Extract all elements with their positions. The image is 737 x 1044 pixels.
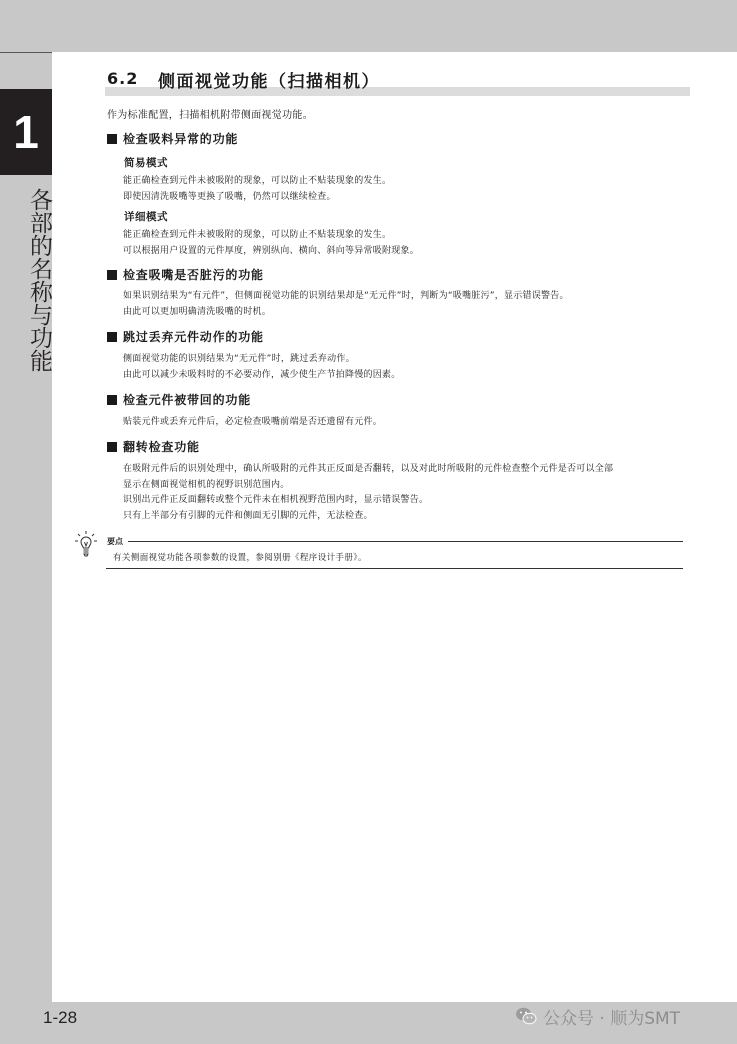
feature-heading: 检查吸嘴是否脏污的功能 [107,266,264,283]
body-line: 在吸附元件后的识别处理中，确认所吸附的元件其正反面是否翻转，以及对此时所吸附的元件检查整个元件是否可以全部 [123,464,614,474]
body-paragraph [123,228,419,259]
wechat-icon [515,1006,537,1026]
note-divider-bottom [106,568,683,569]
body-line: 能正确检查到元件未被吸附的现象，可以防止不贴装现象的发生。 [123,230,392,240]
body-paragraph [123,174,391,205]
mode-heading: 详细模式 [124,211,168,223]
note-label: 要点 [107,537,123,546]
body-line: 识别出元件正反面翻转或整个元件未在相机视野范围内时，显示错误警告。 [123,495,429,505]
body-line: 只有上半部分有引脚的元件和侧面无引脚的元件，无法检查。 [123,510,373,521]
note-divider-top [128,541,683,542]
section-title: 侧面视觉功能（扫描相机） [158,72,380,92]
feature-heading: 检查元件被带回的功能 [107,391,251,408]
intro-text: 作为标准配置，扫描相机附带侧面视觉功能。 [107,110,313,121]
feature-heading: 翻转检查功能 [107,438,200,455]
body-paragraph [123,352,401,383]
body-line: 贴装元件或丢弃元件后，必定检查吸嘴前端是否还遗留有元件。 [123,417,383,427]
body-line: 如果识别结果为“有元件”，但侧面视觉功能的识别结果却是“无元件”时，判断为“吸嘴脏污”，显示错误警告。 [123,291,569,301]
body-line: 由此可以减少未吸料时的不必要动作，减少使生产节拍降慢的因素。 [123,369,401,380]
body-line: 可以根据用户设置的元件厚度，辨别纵向、横向、斜向等异常吸附现象。 [123,245,420,256]
chapter-number-tab [0,89,52,175]
body-line: 显示在侧面视觉相机的视野识别范围内。 [123,479,290,490]
body-paragraph [123,415,382,431]
body-line: 由此可以更加明确清洗吸嘴的时机。 [123,306,272,317]
feature-heading: 检查吸料异常的功能 [107,130,238,147]
mode-heading: 简易模式 [124,157,168,169]
feature-heading: 跳过丢弃元件动作的功能 [107,328,264,345]
body-paragraph [123,462,613,524]
square-bullet-icon [107,270,117,280]
lightbulb-icon [73,530,99,558]
chapter-number: 1 [13,106,39,158]
square-bullet-icon [107,442,117,452]
section-heading [105,66,690,96]
page-number: 1-28 [43,1008,78,1027]
chapter-title-text: 各部的名称与功能 [26,188,52,372]
square-bullet-icon [107,134,117,144]
note-text: 有关侧面视觉功能各项参数的设置，参阅别册《程序设计手册》。 [113,553,367,563]
body-line: 能正确检查到元件未被吸附的现象，可以防止不贴装现象的发生。 [123,176,392,186]
watermark-text: 公众号 · 顺为SMT [543,1008,681,1029]
watermark [515,1004,680,1028]
body-line: 即使因清洗吸嘴等更换了吸嘴，仍然可以继续检查。 [123,191,336,202]
body-paragraph [123,289,569,320]
chapter-title [0,188,52,372]
margin-rule [0,52,52,53]
section-number: 6.2 [107,69,139,88]
square-bullet-icon [107,395,117,405]
square-bullet-icon [107,332,117,342]
body-line: 侧面视觉功能的识别结果为“无元件”时，跳过丢弃动作。 [123,354,355,364]
